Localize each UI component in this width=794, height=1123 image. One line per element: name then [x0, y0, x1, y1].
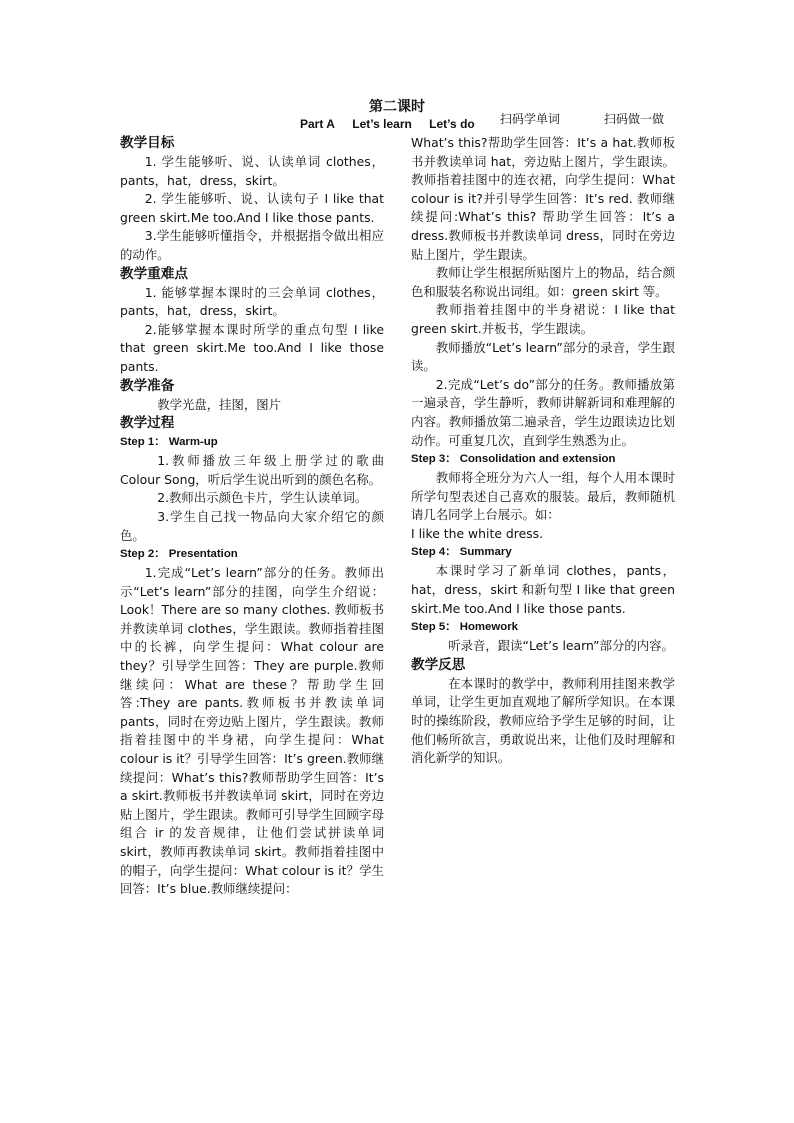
paragraph: 2.完成“Let’s do”部分的任务。教师播放第一遍录音，学生静听，教师讲解新词和难理解的内容。教师播放第二遍录音，学生边跟读边比划动作。可重复几次，直到学生熟悉为止。: [411, 376, 675, 448]
paragraph: I like the white dress.: [411, 525, 544, 541]
page-title: 第二课时: [369, 99, 425, 115]
paragraph: 听录音，跟读“Let’s learn”部分的内容。: [448, 638, 674, 654]
paragraph: 2. 学生能够听、说、认读句子 I like that green skirt.Me too.And I like those pants.: [120, 191, 384, 225]
paragraph: 教师让学生根据所贴图片上的物品，结合颜色和服装名称说出词组。如：green skirt 等。: [411, 265, 675, 299]
paragraph: 2.教师出示颜色卡片，学生认读单词。: [157, 490, 368, 506]
subtitle-learn: Let’s learn: [352, 117, 412, 131]
paragraph: 1. 学生能够听、说、认读单词 clothes，pants，hat，dress，skirt。: [120, 154, 384, 188]
subtitle-part: Part A: [300, 117, 335, 131]
scan-words-label: 扫码学单词: [500, 112, 561, 126]
paragraph: 教学光盘，挂图，图片: [157, 396, 282, 412]
subtitle-do: Let’s do: [429, 117, 475, 131]
paragraph: 3.学生能够听懂指令，并根据指令做出相应的动作。: [120, 228, 384, 262]
step-heading: Step 1： Warm-up: [120, 436, 218, 449]
paragraph: 1.完成“Let’s learn”部分的任务。教师出示“Let’s learn”部分的挂图，向学生介绍说：Look！There are so many clothes. 教师板书并教读单词 clothes，学生跟读。教师指着挂图中的长裤，向学生提问：What colour are they？引导学生回答：They are purple.教师继续问：What are these？帮助学生回答:They are pants.教师板书并教读单词 pants，同时在旁边贴上图片，学生跟读。教师指着挂图中的半身裙，向学生提问：What colour is it？引导学生回答：It’s green.教师继续提问：What’s this?教师帮助学生回答：It’s a skirt.教师板书并教读单词 skirt，同时在旁边贴上图片，学生跟读。教师可引导学生回顾字母组合 ir 的发音规律，让他们尝试拼读单词 skirt，教师再教读单词 skirt。教师指着挂图中的帽子，向学生提问：What colour is it？学生回答：It’s blue.教师继续提问：: [120, 565, 384, 897]
paragraph: 在本课时的教学中，教师利用挂图来教学单词，让学生更加直观地了解所学知识。在本课时的操练阶段，教师应给予学生足够的时间，让他们畅所欲言，勇敢说出来，让他们及时理解和消化新学的知识。: [411, 675, 675, 766]
paragraph: 教师播放“Let’s learn”部分的录音，学生跟读。: [411, 339, 675, 374]
paragraph: 1. 能够掌握本课时的三会单词 clothes，pants，hat，dress，skirt。: [120, 284, 384, 319]
right-column: [411, 134, 675, 768]
section-heading: 教学反思: [411, 656, 466, 673]
paragraph: 教师指着挂图中的半身裙说：I like that green skirt.并板书，学生跟读。: [411, 302, 675, 336]
paragraph: What’s this?帮助学生回答：It’s a hat.教师板书并教读单词 hat，旁边贴上图片，学生跟读。教师指着挂图中的连衣裙，向学生提问：What colour is it?并引导学生回答：It’s red. 教师继续提问:What’s this? 帮助学生回答：It’s a dress.教师板书并教读单词 dress，同时在旁边贴上图片，学生跟读。: [411, 135, 675, 262]
section-heading: 教学重难点: [120, 265, 188, 282]
scan-do-label: 扫码做一做: [604, 112, 665, 126]
paragraph: 2.能够掌握本课时所学的重点句型 I like that green skirt.Me too.And I like those pants.: [120, 321, 384, 374]
step-heading: Step 4： Summary: [411, 546, 512, 559]
section-heading: 教学过程: [120, 415, 175, 432]
step-heading: Step 3： Consolidation and extension: [411, 453, 616, 466]
left-column: [120, 134, 384, 899]
paragraph: 3.学生自己找一物品向大家介绍它的颜色。: [120, 508, 384, 543]
lesson-subtitle: [300, 117, 489, 131]
paragraph: 教师将全班分为六人一组，每个人用本课时所学句型表述自己喜欢的服装。最后，教师随机请几名同学上台展示。如：: [411, 470, 675, 523]
paragraph: 本课时学习了新单词 clothes，pants，hat，dress，skirt 和新句型 I like that green skirt.Me too.And I like those pants.: [411, 563, 675, 616]
section-heading: 教学准备: [120, 377, 175, 394]
step-heading: Step 5： Homework: [411, 621, 518, 634]
section-heading: 教学目标: [120, 135, 175, 151]
step-heading: Step 2： Presentation: [120, 548, 238, 561]
paragraph: 1.教师播放三年级上册学过的歌曲 Colour Song，听后学生说出听到的颜色名称。: [120, 453, 384, 487]
